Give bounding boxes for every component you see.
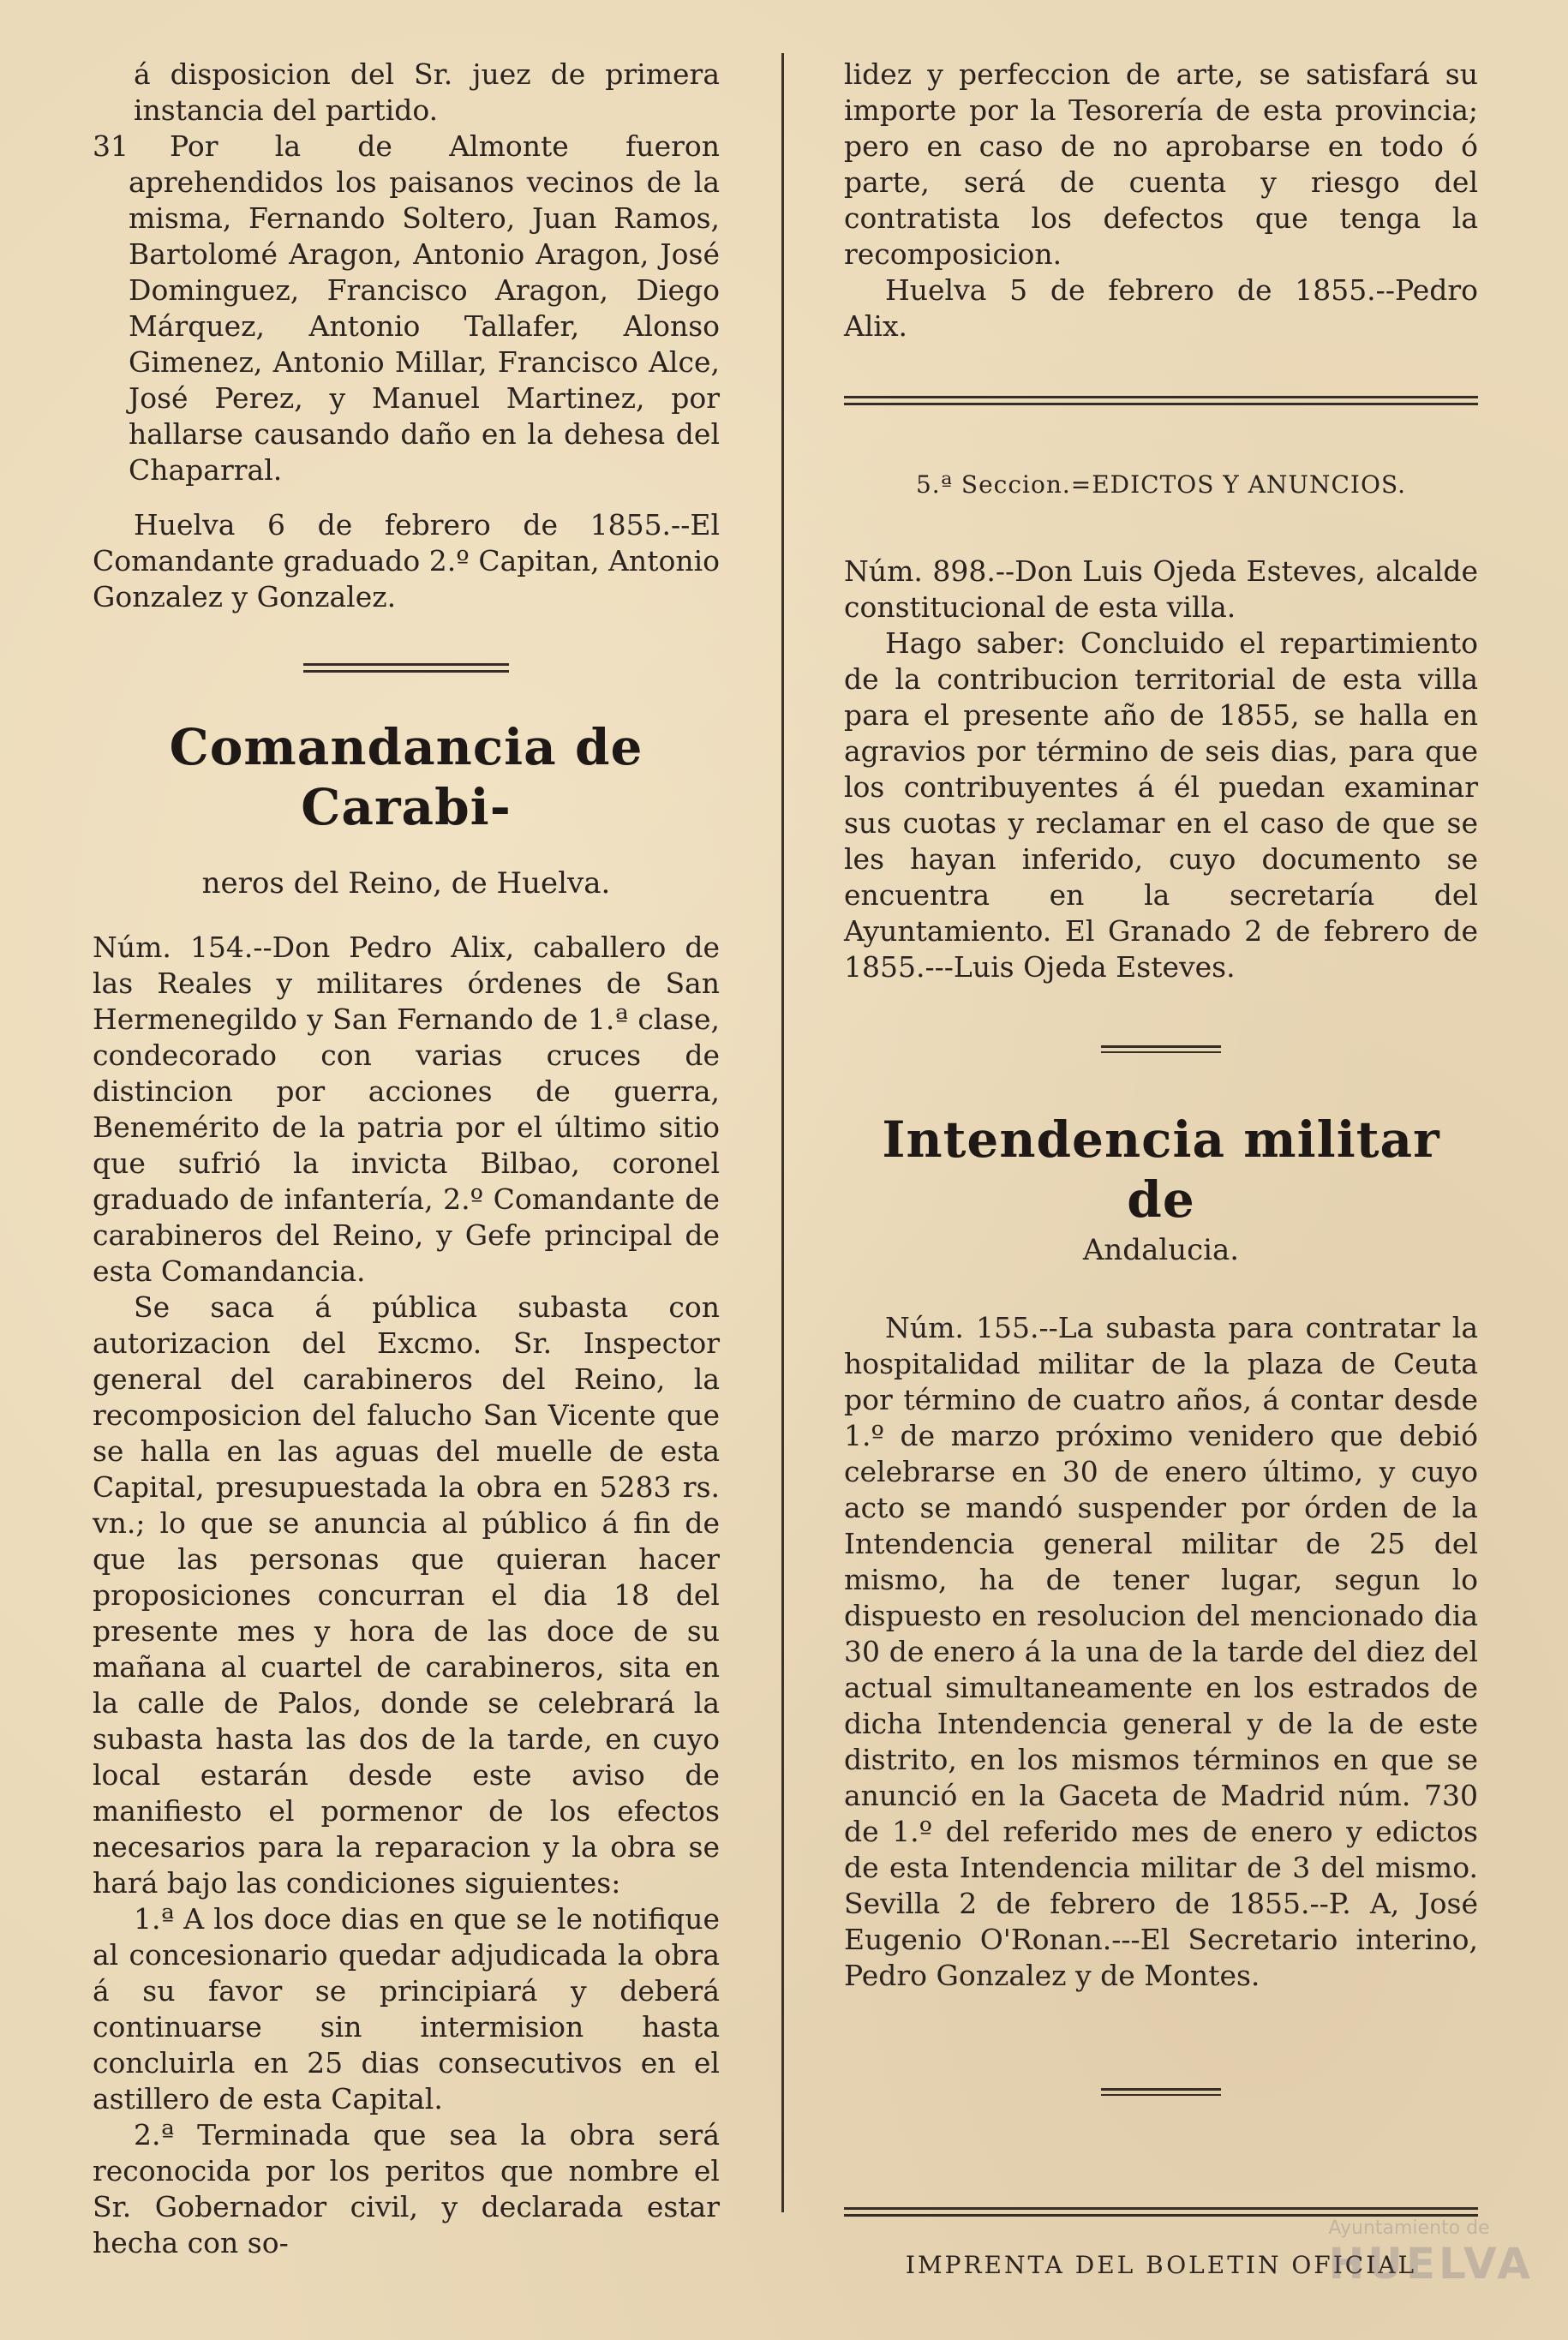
notice-155: Núm. 155.--La subasta para contratar la hospitalidad militar de la plaza de Ceuta por término de cuatro años, á contar desde 1.º de marzo próximo venidero que debió celebrarse en 30 de enero último, y cuyo acto se mandó suspender por órden de la Intendencia general militar de 25 del mismo, ha de tener lugar, segun lo dispuesto en resolucion del mencionado dia 30 de enero á la una de la tarde del diez del actual simultaneamente en los estrados de dicha Intendencia general y de la de este distrito, en los mismos términos en que se anunció en la Gaceta de Madrid núm. 730 de 1.º del referido mes de enero y edictos de esta Intendencia militar de 3 del mismo. Sevilla 2 de febrero de 1855.--P. A, José Eugenio O'Ronan.---El Secretario interino, Pedro Gonzalez y de Montes. (844, 1311, 1478, 1992)
section-rule (844, 396, 1478, 405)
watermark-text-small: Ayuntamiento de (1328, 2217, 1490, 2239)
left-column (93, 0, 720, 2261)
paragraph-continuation: á disposicion del Sr. juez de primera instancia del partido. (134, 57, 720, 127)
entry-number: 31 (93, 129, 129, 163)
subheading-comandancia: neros del Reino, de Huelva. (201, 866, 611, 901)
entry-text: Por la de Almonte fueron aprehendidos los paisanos vecinos de la misma, Fernando Soltero, Juan Ramos, Bartolomé Aragon, Antonio Aragon, José Dominguez, Francisco Aragon, Diego Márquez, Antonio Tallafer, Alonso Gimenez, Antonio Millar, Francisco Alce, José Perez, y Manuel Martinez, por hallarse causando daño en la dehesa del Chaparral. (129, 129, 720, 487)
signoff-alix: Huelva 5 de febrero de 1855.--Pedro Alix. (844, 273, 1478, 343)
watermark-logo (1328, 2217, 1534, 2289)
watermark-text-big: HUELVA (1328, 2239, 1534, 2289)
heading-comandancia: Comandancia de Carabi- (169, 718, 643, 836)
section-heading: 5.ª Seccion.=EDICTOS Y ANUNCIOS. (915, 470, 1407, 499)
ornament-rule-bottom (1101, 2088, 1221, 2096)
footer-rule (844, 2207, 1478, 2217)
entry-31 (93, 129, 720, 488)
condition-2: 2.ª Terminada que sea la obra será reconocida por los peritos que nombre el Sr. Gobernador civil, y declarada estar hecha con so- (93, 2118, 720, 2259)
right-column (844, 0, 1478, 2279)
condition-1: 1.ª A los doce dias en que se le notifique al concesionario quedar adjudicada la obra á su favor se principiará y deberá continuarse sin intermision hasta concluirla en 25 dias consecutivos en el astillero de esta Capital. (93, 1902, 720, 2116)
notice-154: Núm. 154.--Don Pedro Alix, caballero de las Reales y militares órdenes de San Hermenegildo y San Fernando de 1.ª clase, condecorado con varias cruces de distincion por acciones de guerra, Benemérito de la patria por el último sitio que sufrió la invicta Bilbao, coronel graduado de infantería, 2.º Comandante de carabineros del Reino, y Gefe principal de esta Comandancia. (93, 931, 720, 1288)
notice-898: Núm. 898.--Don Luis Ojeda Esteves, alcalde constitucional de esta villa. (844, 554, 1478, 624)
heading-intendencia: Intendencia militar de (882, 1110, 1440, 1229)
ornament-rule-right (1101, 1045, 1221, 1053)
notice-subasta: Se saca á pública subasta con autorizacion del Excmo. Sr. Inspector general del carabineros del Reino, la recomposicion del falucho San Vicente que se halla en las aguas del muelle de esta Capital, presupuestada la obra en 5283 rs. vn.; lo que se anuncia al público á fin de que las personas que quieran hacer proposiciones concurran el dia 18 del presente mes y hora de las doce de su mañana al cuartel de carabineros, sita en la calle de Palos, donde se celebrará la subasta hasta las dos de la tarde, en cuyo local estarán desde este aviso de manifiesto el pormenor de los efectos necesarios para la reparacion y la obra se hará bajo las condiciones siguientes: (93, 1290, 720, 1900)
paragraph-continuation-right: lidez y perfeccion de arte, se satisfará su importe por la Tesorería de esta provincia; pero en caso de no aprobarse en todo ó parte, será de cuenta y riesgo del contratista los defectos que tenga la recomposicion. (844, 57, 1478, 271)
column-divider (781, 53, 784, 2212)
ornament-rule (303, 663, 509, 673)
subheading-intendencia: Andalucia. (1082, 1233, 1240, 1267)
printer-imprint: IMPRENTA DEL BOLETIN OFICIAL (905, 2251, 1417, 2279)
signoff-comandante: Huelva 6 de febrero de 1855.--El Comandante graduado 2.º Capitan, Antonio Gonzalez y Gonzalez. (93, 508, 720, 613)
notice-hago-saber: Hago saber: Concluido el repartimiento de la contribucion territorial de esta villa para el presente año de 1855, se halla en agravios por término de seis dias, para que los contribuyentes á él puedan examinar sus cuotas y reclamar en el caso de que se les hayan inferido, cuyo documento se encuentra en la secretaría del Ayuntamiento. El Granado 2 de febrero de 1855.---Luis Ojeda Esteves. (844, 626, 1478, 984)
